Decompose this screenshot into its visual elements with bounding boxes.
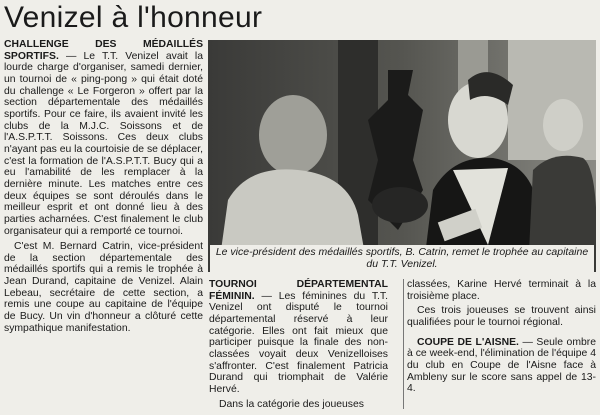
article-column-right <box>407 279 596 395</box>
photo-caption: Le vice-président des médaillés sportifs, B. Catrin, remet le trophée au capitaine du T.T. Venizel. <box>210 245 594 272</box>
paragraph-tournament-text: — Les féminines du T.T. Venizel ont disputé le tournoi départemental réservé à leur catégorie. Elles ont fait mieux que participer puisque la finale des non-classées voyait deux Venizelloises s'affronter. C'est finalement Patricia Durand qui triomphait de Valérie Hervé. <box>209 290 388 395</box>
section-kicker-coupe: COUPE DE L'AISNE. <box>417 336 519 348</box>
headline: Venizel à l'honneur <box>4 1 263 34</box>
paragraph-coupe <box>407 337 596 395</box>
section-kicker-challenge: CHALLENGE DES MÉDAILLÉS SPORTIFS. <box>4 39 203 62</box>
paragraph-tournament <box>209 279 388 396</box>
section-kicker-tournament: TOURNOI DÉPARTEMENTAL FÉMININ. <box>209 279 388 302</box>
article-photo <box>208 40 596 272</box>
paragraph-challenge <box>4 39 203 237</box>
article-column-left <box>4 39 203 334</box>
paragraph-classees: classées, Karine Hervé terminait à la troisième place. <box>407 279 596 302</box>
paragraph-trophy: C'est M. Bernard Catrin, vice-président de la section départementale des médaillés sportifs qui a remis le trophée à Jean Durand, capitaine de Venizel. Alain Lebeau, secrétaire de cette section, a remis une coupe au capitaine de l'équipe de Bucy. Un vin d'honneur a clôturé cette sympathique manifestation. <box>4 241 203 334</box>
paragraph-coupe-text: — Seule ombre à ce week-end, l'élimination de l'équipe 4 du club en Coupe de l'Aisne face à Ambleny sur le score sans appel de 13-4. <box>407 336 596 395</box>
photo-illustration <box>208 40 596 272</box>
article-column-middle <box>209 279 388 410</box>
paragraph-category: Dans la catégorie des joueuses <box>219 398 364 410</box>
column-divider <box>403 279 404 409</box>
paragraph-qualified: Ces trois joueuses se trouvent ainsi qualifiées pour le tournoi régional. <box>407 305 596 328</box>
paragraph-challenge-text: — Le T.T. Venizel avait la lourde charge d'organiser, samedi dernier, un tournoi de « ping-pong » qui était doté du challenge « Le Forgeron » offert par la section départementale des médaillés sportifs. Pour ce faire, ils avaient invité les clubs de la M.J.C. Soissons et de l'A.S.P.T.T. Soissons. Ces deux clubs n'ayant pas eu la courtoisie de se déplacer, c'est la formation de l'A.S.P.T.T. Bucy qui a eu l'amabilité de les remplacer à la dernière minute. Les matches entre ces deux équipes se sont déroulés dans le meilleur esprit et ont donné lieu à des parties acharnées. C'est finalement le club organisateur qui a remporté ce tournoi. <box>4 50 204 237</box>
